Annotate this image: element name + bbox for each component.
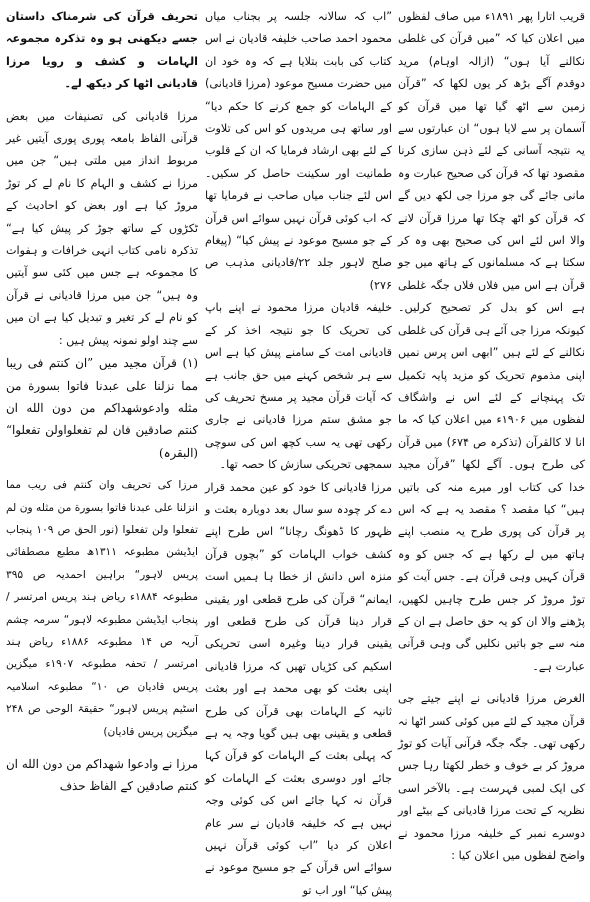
text-column-middle [205,6,393,897]
paragraph: مرزا قادیانی کی تصنیفات میں بعض قرآنی الفاظ بامعہ پوری پوری آیتیں غیر مربوط انداز میں ملتی ہیں“ جن میں مرزا نے کشف و الہام کا نام لے کر توڑ مروڑ کیا ہے اور بعض کو احادیث کے ٹکڑوں کے ساتھ جوڑ کر پیش کیا ہے“ تذکرہ نامی کتاب انہی خرافات و ہفوات کا مجموعہ ہے جس میں کئی سو آیتیں وہ ہیں“ جن میں مرزا قادیانی نے قرآن کو نام لے کر تغیر و تبدیل کیا ہے ان میں سے چند اولو نمونہ پیش ہیں : [6,109,198,347]
quran-quote: (۱) قرآن مجید میں ”ان کنتم فی ریبا مما نزلنا علی عبدنا فاتوا بسورة من مثله وادعوشهداکم من دون الله ان کنتم صادقین فان لم تفعلواولن تفعلوا“ (البقرہ) [6,356,198,460]
paragraph: مرزا نے وادعوا شهداکم من دون الله ان کنتم صادقین کے الفاظ حذف [6,757,198,794]
paragraph: مرزا کی تحریف وان کنتم فی ریب مما انزلنا علی عبدنا فاتوا بسورة من مثله ون لم تفعلوا ولن تفعلوا (نور الحق ص ۱۰۹ پنجاب ایڈیشن مطبوعہ ۱۳۱۱ھ مطبع مصطفائی پریس لاہور“ براہین احمدیہ ص ۳۹۵ مطبوعہ ۱۸۸۴ء ریاض ہند پریس امرتسر / پنجاب ایڈیشن مطبوعہ لاہور“ سرمہ چشم آریہ ص ۱۴ مطبوعہ ۱۸۸۶ء ریاض ہند امرتسر / تحفہ مطبوعہ ۱۹۰۷ء میگزین پریس قادیان ص ۱۰“ مطبوعہ اسلامیہ اسٹیم پریس لاہور“ حقیقۃ الوحی ص ۲۴۸ میگزین پریس قادیان) [6,479,199,738]
paragraph: خلیفہ قادیان مرزا محمود نے اپنے باپ کی تحریک کا جو نتیجہ اخذ کر کے قادیانی امت کے سامنے پیش کیا ہے اس سے ہر شخص کہنے میں حق جانب ہے کہ آیات قرآن مجید پر مسخ تحریف کی جو مشق ستم مرزا قادیانی نے جاری رکھی تھی یہ سب کچھ اس کی سوچی سمجھی تحریکی سازش کا حصہ تھا۔ [205,301,392,472]
paragraph: قریب اتارا پھر ۱۸۹۱ء میں صاف لفظوں میں اعلان کیا کہ ”میں قرآن کی غلطی نکالنے آیا ہوں“ (ازالہ اوہام) مرید دوقدم آگے بڑھ کر یوں لکھا کہ ”قرآن زمین سے اٹھ گیا تھا میں قرآن کو آسمان پر سے لایا ہوں“ ان عبارتوں سے یہ نتیجہ آسانی کے لئے ذہن سازی کرنا مقصود تھا کہ قرآن کی صحیح عبارت وہ مانی جائے گی جو مرزا جی لکھ دیں گے کہ قرآن کو اٹھ چکا تھا مرزا قرآن لانے والا اس لئے اس کی صحیح بھی وہ کر سکتا ہے کہ مسلمانوں کے ہاتھ میں جو قرآن ہے اس میں فلاں فلاں جگہ غلطی ہے اس کو بدل کر تصحیح کرلیں۔ کیونکہ مرزا جی آئے ہی قرآن کی غلطی نکالنے کے لئے ہیں ”ابھی اس پرس نمیں اپنی مذموم تحریک کو مزید پایہ تکمیل تک پہنچانے کے لئے اس نے واشگاف لفظوں میں ۱۹۰۶ء میں اعلان کیا کہ ما انا لا کالقرآن (تذکرہ ص ۶۷۴) میں قرآن کی طرح ہوں۔ آگے لکھا ”قرآن مجید خدا کی کتاب اور میرے منہ کی باتیں ہیں“ کیا مقصد ؟ مقصد یہ ہے کہ اس پر قرآن کی پوری طرح یہ منصب اپنے ہاتھ میں لے رکھا ہے کہ جس کو وہ قرآن کہیں وہی قرآن ہے۔ جس آیت کو توڑ مروڑ کر جس طرح چاہیں لکھیں، پڑھنے والا ان کو یہ حق حاصل ہے ان کے منہ سے جو باتیں نکلیں گی وہی قرآنی عبارت ہے۔ [398,10,586,673]
paragraph: الغرض مرزا قادیانی نے اپنے جیتے جی قرآن مجید کے لئے میں کوئی کسر اٹھا نہ رکھی تھی۔ جگہ جگہ قرآنی آیات کو توڑ مروڑ کر بے خوف و خطر لکھتا رہا جس کی ایک لمبی فہرست ہے۔ بالآخر اسی نظریہ کے تحت مرزا قادیانی کے بیٹے اور دوسرے نمبر کے خلیفہ مرزا محمود نے واضح لفظوں میں اعلان کیا : [398,692,585,863]
text-column-left [6,6,199,794]
paragraph: مرزا قادیانی کا خود کو عین محمد قرار دے کر چودہ سو سال بعد دوبارہ بعثت و ظہور کا ڈھونگ رچانا“ اس طرح اپنے کشف خواب الہامات کو ”بچوں قرآن منزہ اس دانش از خطا ہا ہمیں است ایمانم“ قرآن کی طرح قطعی اور یقینی قرار دینا قرآن کی طرح قطعی اور یقینی قرار دینا وغیرہ اسی تحریکی اسکیم کی کڑیاں تھیں کہ مرزا قادیانی اپنی بعثت کو بھی محمد ہے اور بعثت ثانیہ کے الہامات بھی قرآن کی طرح قطعی و یقینی بھی ہیں گویا وجہ یہ ہے کہ پہلی بعثت کے الہامات کو قرآن کہا جائے اور دوسری بعثت کے الہامات کو قرآن نہ کہا جائے اس کی کوئی وجہ نہیں ہے کہ خلیفہ قادیان نے سر عام اعلان کر دیا ”اب کوئی قرآن نہیں سوائے اس قرآن کے جو مسیح موعود نے پیش کیا“ اور اب تو [205,480,392,897]
paragraph: ”اب کہ سالانہ جلسہ پر بجناب میاں محمود احمد صاحب خلیفہ قادیان نے اس کتاب کی بابت بتلایا ہے کہ وہ خود ان میں حضرت مسیح موعود (مرزا قادیانی) کے الہامات کو جمع کرنے کا حکم دیا“ اور ساتھ ہی مریدوں کو اس کی تلاوت کے لئے بھی ارشاد فرمایا کہ ان کے قلوب طمانیت اور سکینت حاصل کر سکیں۔ اس لئے جناب میاں صاحب نے فرمایا تھا کہ اب کوئی قرآن نہیں سوائے اس قرآن کے جو مسیح موعود نے پیش کیا“ (پیغام صلح لاہور جلد ۲۲/قادیانی مذہب ص ۲۷۶) [205,10,393,292]
paragraph: تحریف قرآن کی شرمناک داستان جسے دیکھنی ہو وہ تذکرہ مجموعہ الہامات و کشف و رویا مرزا قادیانی اٹھا کر دیکھ لے۔ [6,10,198,91]
text-column-right [398,6,586,863]
